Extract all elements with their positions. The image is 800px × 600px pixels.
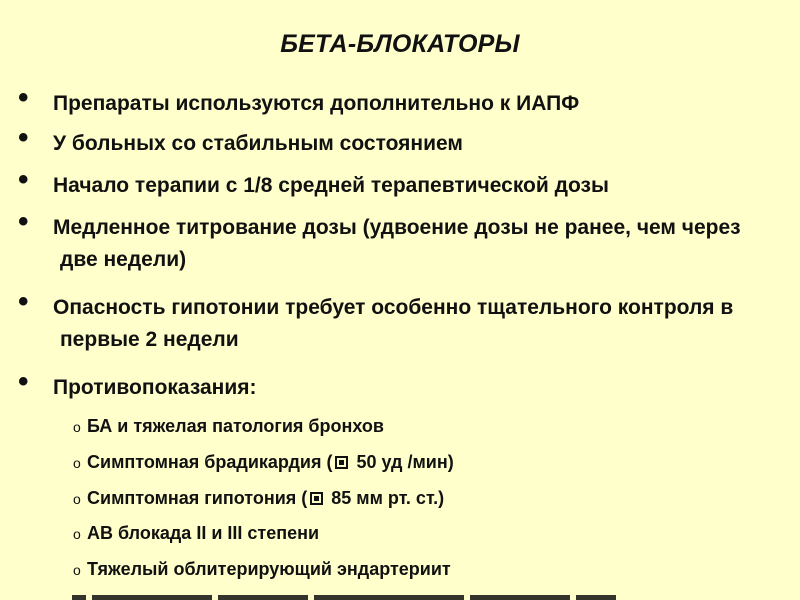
sub-bullet-text: 85 мм рт. ст.) xyxy=(326,488,445,508)
sub-bullet-text: Тяжелый облитерирующий эндартериит xyxy=(87,559,451,579)
bullet-text: У больных со стабильным состоянием xyxy=(53,132,463,155)
bullet-item xyxy=(18,121,798,160)
sub-bullet-text: 50 уд /мин) xyxy=(351,452,454,472)
cut-off-text-line xyxy=(72,591,632,600)
less-or-equal-symbol-icon xyxy=(310,492,323,505)
bullet-dot-icon: • xyxy=(18,285,29,318)
sub-bullet-text: БА и тяжелая патология бронхов xyxy=(87,416,384,436)
bullet-text: Противопоказания: xyxy=(53,376,257,399)
sub-bullet-item xyxy=(73,486,773,511)
slide-title: БЕТА-БЛОКАТОРЫ xyxy=(280,30,520,58)
circle-bullet-icon: o xyxy=(73,526,81,542)
bullet-text: Медленное титрование дозы (удвоение дозы не ранее, чем через две недели) xyxy=(53,216,741,271)
circle-bullet-icon: o xyxy=(73,419,81,435)
bullet-dot-icon: • xyxy=(18,205,29,238)
bullet-dot-icon: • xyxy=(18,163,29,196)
sub-bullet-text: Симптомная гипотония ( xyxy=(87,488,308,508)
bullet-dot-icon: • xyxy=(18,121,29,154)
sub-bullet-text: АВ блокада II и III степени xyxy=(87,523,320,543)
bullet-text: Опасность гипотонии требует особенно тщательного контроля в первые 2 недели xyxy=(53,296,734,351)
bullet-item xyxy=(18,81,798,120)
bullet-text: Начало терапии с 1/8 средней терапевтической дозы xyxy=(53,174,609,197)
bullet-dot-icon: • xyxy=(18,81,29,114)
circle-bullet-icon: o xyxy=(73,455,81,471)
sub-bullet-item xyxy=(73,521,773,546)
sub-bullet-item xyxy=(73,414,773,439)
bullet-item xyxy=(18,163,798,202)
bullet-item xyxy=(18,205,778,276)
sub-bullet-item xyxy=(73,557,773,582)
less-or-equal-symbol-icon xyxy=(335,456,348,469)
sub-bullet-text: Симптомная брадикардия ( xyxy=(87,452,333,472)
bullet-text: Препараты используются дополнительно к ИАПФ xyxy=(53,92,580,115)
circle-bullet-icon: o xyxy=(73,491,81,507)
bullet-item xyxy=(18,285,778,356)
bullet-dot-icon: • xyxy=(18,365,29,398)
circle-bullet-icon: o xyxy=(73,562,81,578)
sub-bullet-item xyxy=(73,450,773,475)
bullet-item xyxy=(18,365,798,404)
